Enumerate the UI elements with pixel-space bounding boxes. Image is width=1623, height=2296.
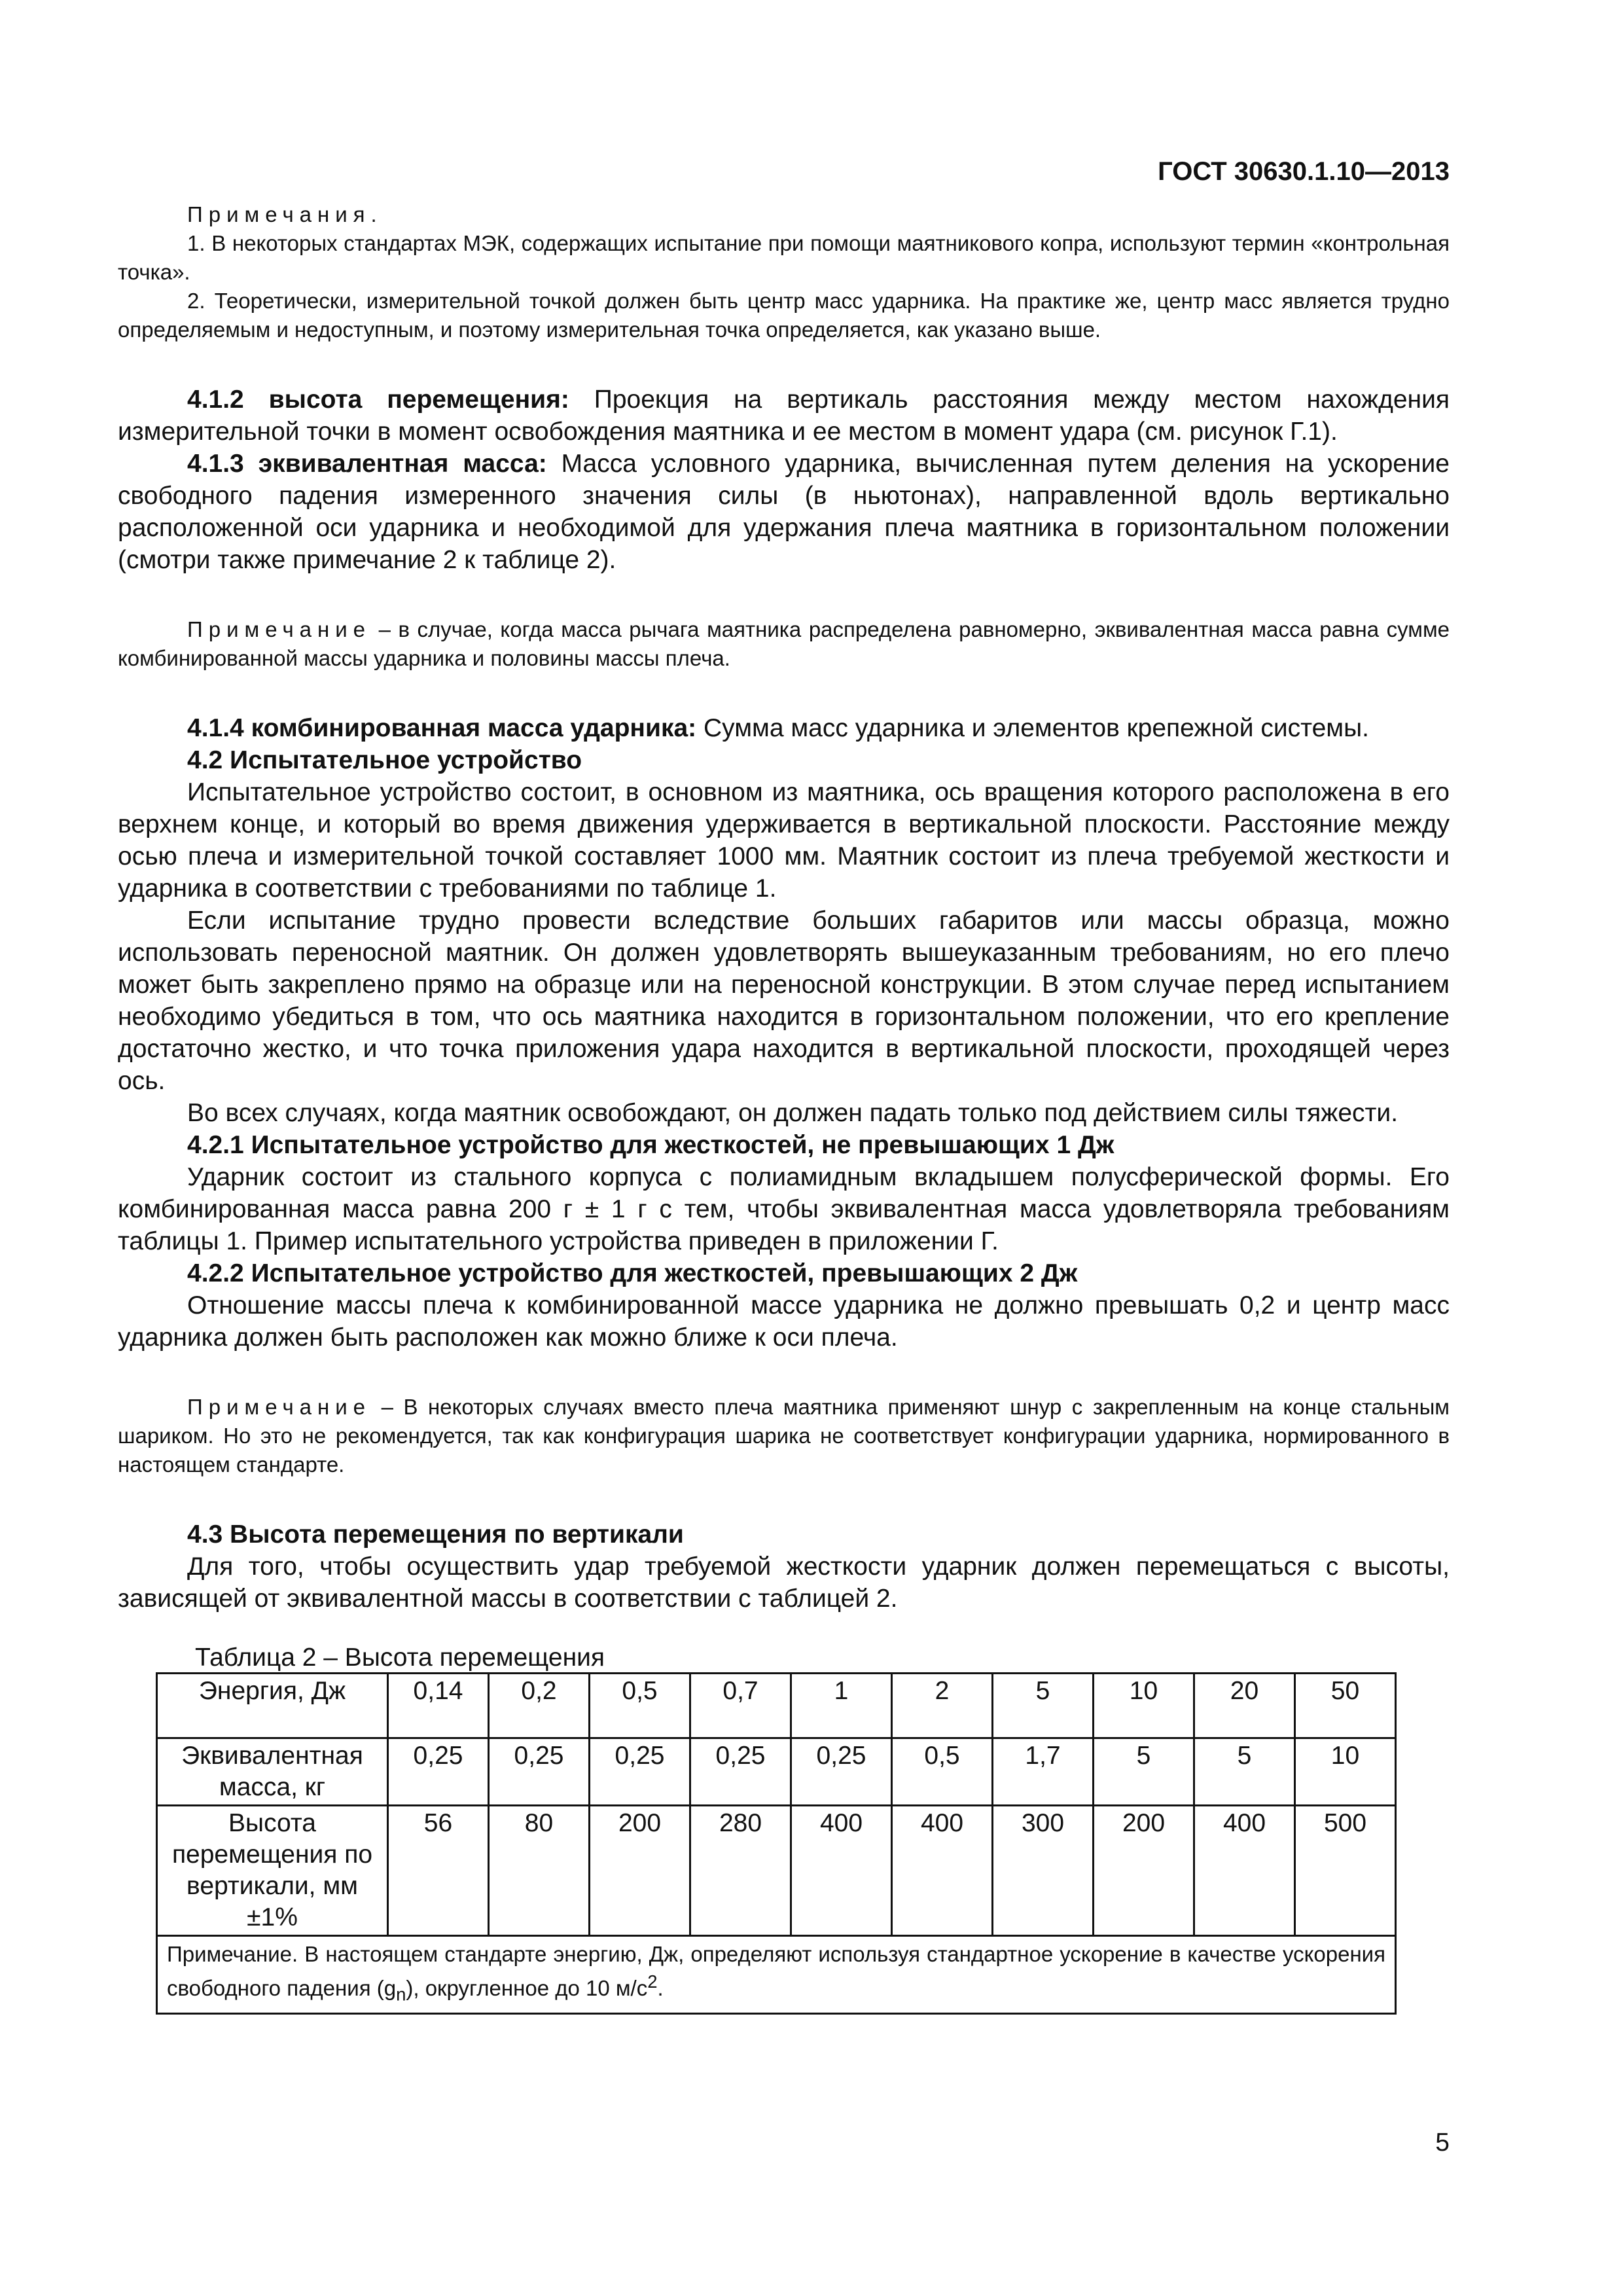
section-4-3-p1: Для того, чтобы осуществить удар требуемой жесткости ударник должен перемещаться с высоты, зависящей от эквивалентной массы в соответствии с таблицей 2. bbox=[118, 1552, 1450, 1613]
table-cell: 200 bbox=[590, 1806, 690, 1936]
table-cell: 400 bbox=[892, 1806, 993, 1936]
table-cell: 0,25 bbox=[590, 1738, 690, 1806]
table-cell: 0,25 bbox=[791, 1738, 892, 1806]
table-cell: 200 bbox=[1094, 1806, 1194, 1936]
table-cell: 0,7 bbox=[690, 1674, 791, 1738]
table-2 bbox=[156, 1672, 1397, 2015]
table-cell: 0,2 bbox=[489, 1674, 590, 1738]
table-cell: 280 bbox=[690, 1806, 791, 1936]
document-number: ГОСТ 30630.1.10—2013 bbox=[1158, 157, 1450, 186]
section-4-2-p2: Если испытание трудно провести вследствие больших габаритов или массы образца, можно использовать переносной маятник. Он должен удовлетворять вышеуказанным требованиям, но его плечо может быть закреплено прямо на образце или на переносной конструкции. В этом случае перед испытанием необходимо убедиться в том, что ось маятника находится в горизонтальном положении, что его крепление достаточно жестко, и что точка приложения удара находится в вертикальной плоскости, проходящей через ось. bbox=[118, 906, 1450, 1095]
table-footnote: Примечание. В настоящем стандарте энергию, Дж, определяют используя стандартное ускорение в качестве ускорения свободного падения $(g_n)$, округленное до 10 $м/с^2$. bbox=[157, 1936, 1396, 2014]
note-1 bbox=[118, 200, 1450, 344]
table-cell: 2 bbox=[892, 1674, 993, 1738]
table-cell: 5 bbox=[1094, 1738, 1194, 1806]
section-4-1-3 bbox=[118, 448, 1450, 576]
term-4-1-4: 4.1.4 комбинированная масса ударника: bbox=[187, 714, 697, 742]
section-4-2-2-title: 4.2.2 Испытательное устройство для жесткостей, превышающих 2 Дж bbox=[187, 1259, 1078, 1287]
table-cell: 1,7 bbox=[993, 1738, 1094, 1806]
note-2-text: – в случае, когда масса рычага маятника распределена равномерно, эквивалентная масса равна сумме комбинированной массы ударника и половины массы плеча. bbox=[118, 617, 1450, 670]
table-cell: 50 bbox=[1295, 1674, 1396, 1738]
table-2-caption: Таблица 2 – Высота перемещения bbox=[195, 1643, 605, 1672]
term-4-1-3: 4.1.3 эквивалентная масса: bbox=[187, 450, 547, 478]
table-cell: 0,5 bbox=[590, 1674, 690, 1738]
note-2 bbox=[118, 615, 1450, 673]
section-4-2-1-p1: Ударник состоит из стального корпуса с полиамидным вкладышем полусферической формы. Его комбинированная масса равна 200 г ± 1 г с тем, чтобы эквивалентная масса удовлетворяла требованиям таблицы 1. Пример испытательного устройства приведен в приложении Г. bbox=[118, 1163, 1450, 1255]
section-4-3-title: 4.3 Высота перемещения по вертикали bbox=[187, 1520, 684, 1549]
note-2-label: Примечание bbox=[187, 617, 372, 641]
table-cell: 0,25 bbox=[489, 1738, 590, 1806]
section-4-2-1-title: 4.2.1 Испытательное устройство для жесткостей, не превышающих 1 Дж bbox=[187, 1131, 1115, 1159]
table-cell: 20 bbox=[1194, 1674, 1295, 1738]
table-cell: 10 bbox=[1094, 1674, 1194, 1738]
table-cell: 0,25 bbox=[388, 1738, 489, 1806]
note-1-item-2: 2. Теоретически, измерительной точкой должен быть центр масс ударника. На практике же, центр масс является трудно определяемым и недоступным, и поэтому измерительная точка определяется, как указано выше. bbox=[118, 289, 1450, 342]
note-3-label: Примечание bbox=[187, 1395, 372, 1419]
term-4-1-2: 4.1.2 высота перемещения: bbox=[187, 386, 569, 414]
text-4-1-2: Проекция на вертикаль расстояния между местом нахождения измерительной точки в момент освобождения маятника и ее местом в момент удара (см. рисунок Г.1). bbox=[118, 386, 1450, 446]
table-cell: 300 bbox=[993, 1806, 1094, 1936]
table-row-mass bbox=[157, 1738, 1396, 1806]
text-4-1-3: Масса условного ударника, вычисленная путем деления на ускорение свободного падения измеренного значения силы (в ньютонах), направленной вдоль вертикально расположенной оси ударника и необходимой для удержания плеча маятника в горизонтальном положении (смотри также примечание 2 к таблице 2). bbox=[118, 450, 1450, 574]
section-4-1-2 bbox=[118, 384, 1450, 448]
text-4-1-4: Сумма масс ударника и элементов крепежной системы. bbox=[696, 714, 1369, 742]
section-4-2-p3: Во всех случаях, когда маятник освобождают, он должен падать только под действием силы тяжести. bbox=[187, 1099, 1399, 1127]
table-cell: 500 bbox=[1295, 1806, 1396, 1936]
section-4-2-2-p1: Отношение массы плеча к комбинированной массе ударника не должно превышать 0,2 и центр масс ударника должен быть расположен как можно ближе к оси плеча. bbox=[118, 1291, 1450, 1352]
table-row-footnote bbox=[157, 1936, 1396, 2014]
note-1-title: Примечания. bbox=[187, 202, 383, 226]
table-cell: 10 bbox=[1295, 1738, 1396, 1806]
table-cell: 400 bbox=[791, 1806, 892, 1936]
main-text-2 bbox=[118, 712, 1450, 1354]
table-cell: 1 bbox=[791, 1674, 892, 1738]
table-cell: 56 bbox=[388, 1806, 489, 1936]
table-row-energy bbox=[157, 1674, 1396, 1738]
table-cell: 0,25 bbox=[690, 1738, 791, 1806]
row-header-height: Высота перемещения по вертикали, мм ±1% bbox=[157, 1806, 388, 1936]
row-header-energy: Энергия, Дж bbox=[157, 1674, 388, 1738]
note-3-text: – В некоторых случаях вместо плеча маятника применяют шнур с закрепленным на конце стальным шариком. Но это не рекомендуется, так как конфигурация шарика не соответствует конфигурации ударника, нормированного в настоящем стандарте. bbox=[118, 1395, 1450, 1477]
section-4-2-title: 4.2 Испытательное устройство bbox=[187, 746, 582, 774]
table-row-height bbox=[157, 1806, 1396, 1936]
table-cell: 400 bbox=[1194, 1806, 1295, 1936]
table-cell: 0,14 bbox=[388, 1674, 489, 1738]
main-text bbox=[118, 384, 1450, 576]
table-cell: 5 bbox=[993, 1674, 1094, 1738]
section-4-2-p1: Испытательное устройство состоит, в основном из маятника, ось вращения которого расположена в его верхнем конце, и который во время движения удерживается в вертикальной плоскости. Расстояние между осью плеча и измерительной точкой составляет 1000 мм. Маятник состоит из плеча требуемой жесткости и ударника в соответствии с требованиями по таблице 1. bbox=[118, 778, 1450, 903]
main-text-3 bbox=[118, 1518, 1450, 1615]
page-number: 5 bbox=[1435, 2128, 1450, 2157]
row-header-mass: Эквивалентная масса, кг bbox=[157, 1738, 388, 1806]
table-cell: 0,5 bbox=[892, 1738, 993, 1806]
note-3 bbox=[118, 1393, 1450, 1479]
table-cell: 5 bbox=[1194, 1738, 1295, 1806]
table-cell: 80 bbox=[489, 1806, 590, 1936]
note-1-item-1: 1. В некоторых стандартах МЭК, содержащих испытание при помощи маятникового копра, используют термин «контрольная точка». bbox=[118, 231, 1450, 284]
section-4-1-4 bbox=[118, 712, 1450, 744]
